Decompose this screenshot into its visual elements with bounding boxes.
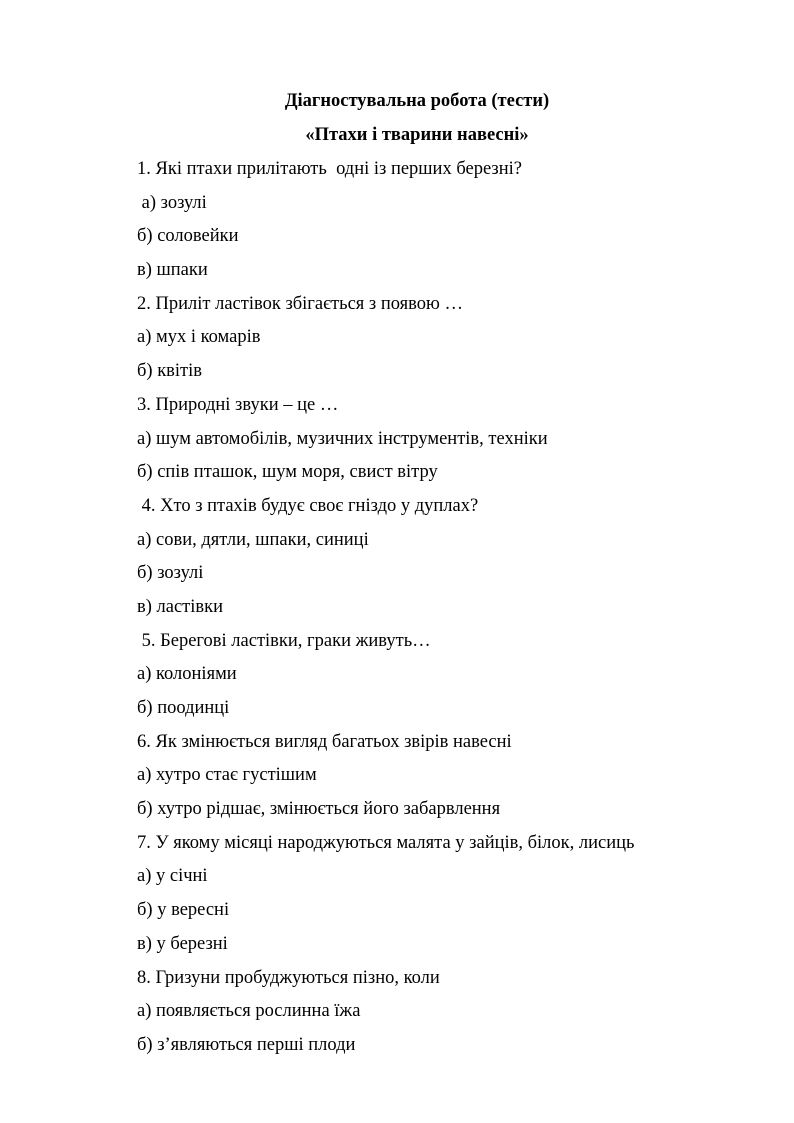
question-2-option-a: а) мух і комарів (137, 327, 261, 348)
question-7-option-b: б) у вересні (137, 900, 230, 921)
question-1-option-b: б) соловейки (137, 226, 239, 247)
question-1-option-a: а) зозулі (137, 192, 207, 213)
question-7-option-a: а) у січні (137, 866, 208, 887)
question-4: 4. Хто з птахів будує своє гніздо у дуплах? (137, 495, 479, 516)
test-questions-list (137, 158, 634, 1068)
question-6: 6. Як змінюється вигляд багатьох звірів навесні (137, 731, 512, 752)
question-3: 3. Природні звуки – це … (137, 394, 339, 415)
question-5-option-b: б) поодинці (137, 698, 230, 718)
question-4-option-a: а) сови, дятли, шпаки, синиці (137, 529, 369, 550)
question-2: 2. Приліт ластівок збігається з появою … (137, 293, 463, 314)
question-7: 7. У якому місяці народжуються малята у зайців, білок, лисиць (137, 832, 635, 853)
question-4-option-c: в) ластівки (137, 596, 224, 617)
question-2-option-b: б) квітів (137, 361, 203, 382)
question-6-option-b: б) хутро рідшає, змінюється його забарвлення (137, 799, 501, 820)
question-5-option-a: а) колоніями (137, 664, 237, 685)
question-3-option-a: а) шум автомобілів, музичних інструментів, техніки (137, 428, 548, 449)
question-3-option-b: б) спів пташок, шум моря, свист вітру (137, 462, 438, 483)
question-8-option-a: а) появляється рослинна їжа (137, 1001, 361, 1022)
question-1: 1. Які птахи прилітають одні із перших березні? (137, 159, 522, 179)
question-4-option-b: б) зозулі (137, 563, 204, 584)
document-subtitle: «Птахи і тварини навесні» (305, 125, 529, 145)
document-title: Діагностувальна робота (тести) (284, 91, 550, 111)
question-8-option-b: б) з’являються перші плоди (137, 1034, 356, 1055)
question-7-option-c: в) у березні (137, 933, 228, 954)
question-1-option-c: в) шпаки (137, 260, 208, 281)
question-8: 8. Гризуни пробуджуються пізно, коли (137, 967, 440, 988)
question-6-option-a: а) хутро стає густішим (137, 765, 317, 786)
question-5: 5. Берегові ластівки, граки живуть… (137, 630, 431, 651)
